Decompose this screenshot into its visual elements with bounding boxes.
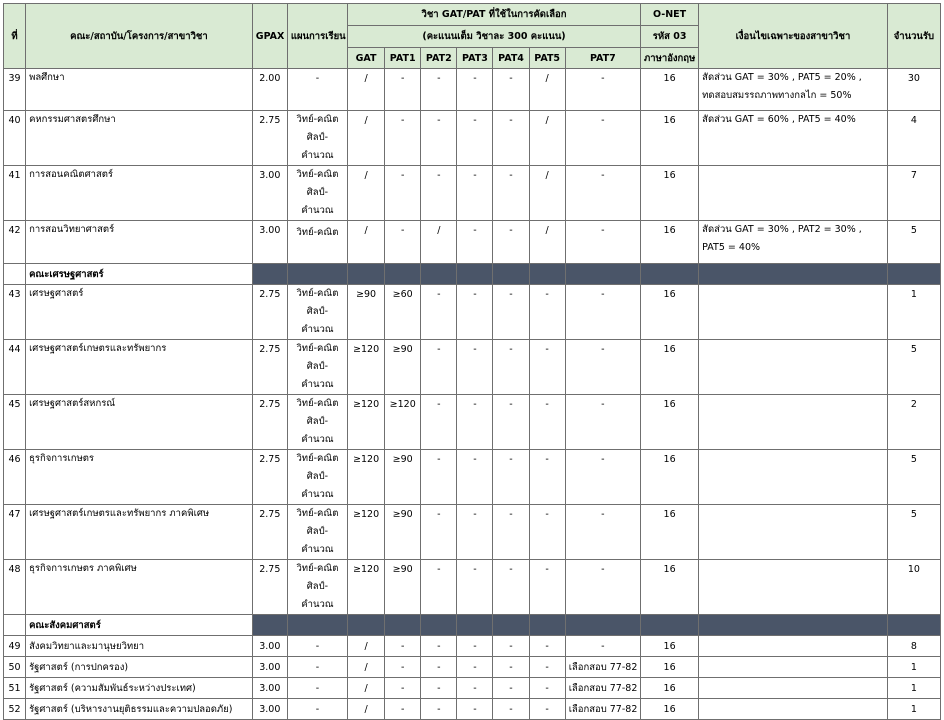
row-pat1: ≥60 xyxy=(385,285,421,340)
row-program-name: การสอนวิทยาศาสตร์ xyxy=(26,221,253,264)
row-no: 49 xyxy=(4,636,26,657)
row-pat3: - xyxy=(457,636,493,657)
row-no: 39 xyxy=(4,69,26,111)
row-pat2: - xyxy=(421,285,457,340)
col-header-pat3: PAT3 xyxy=(457,48,493,69)
row-pat7: - xyxy=(565,111,640,166)
section-fill xyxy=(421,264,457,285)
row-program-name: รัฐศาสตร์ (ความสัมพันธ์ระหว่างประเทศ) xyxy=(26,678,253,699)
row-seats: 1 xyxy=(887,657,940,678)
row-seats: 7 xyxy=(887,166,940,221)
row-gat: ≥120 xyxy=(348,505,385,560)
table-row xyxy=(4,69,941,111)
row-onet: 16 xyxy=(641,221,699,264)
section-row-economics xyxy=(4,264,941,285)
row-onet: 16 xyxy=(641,69,699,111)
row-no: 46 xyxy=(4,450,26,505)
section-fill xyxy=(887,615,940,636)
row-seats: 5 xyxy=(887,221,940,264)
row-pat7: เลือกสอบ 77-82 xyxy=(565,657,640,678)
row-pat4: - xyxy=(493,395,529,450)
row-pat5: - xyxy=(529,505,565,560)
row-pat2: - xyxy=(421,395,457,450)
row-pat4: - xyxy=(493,166,529,221)
row-pat7: - xyxy=(565,221,640,264)
row-pat4: - xyxy=(493,699,529,720)
row-plan-line1: วิทย์-คณิต xyxy=(296,508,339,519)
row-onet: 16 xyxy=(641,340,699,395)
admission-table-container xyxy=(3,3,941,720)
row-pat2: - xyxy=(421,69,457,111)
row-plan-line1: วิทย์-คณิต xyxy=(296,288,339,299)
row-plan-line2: ศิลป์-คำนวณ xyxy=(301,306,334,335)
section-fill xyxy=(457,615,493,636)
row-gat: / xyxy=(348,636,385,657)
row-no: 45 xyxy=(4,395,26,450)
row-plan xyxy=(287,450,347,505)
row-pat1: - xyxy=(385,699,421,720)
section-fill xyxy=(287,615,347,636)
section-fill xyxy=(699,615,888,636)
row-plan-line1: - xyxy=(315,73,320,84)
row-pat1: - xyxy=(385,221,421,264)
row-onet: 16 xyxy=(641,111,699,166)
row-pat3: - xyxy=(457,560,493,615)
table-row xyxy=(4,699,941,720)
col-header-condition: เงื่อนไขเฉพาะของสาขาวิชา xyxy=(699,4,888,69)
row-gpax: 2.75 xyxy=(252,285,287,340)
row-pat4: - xyxy=(493,285,529,340)
row-gpax: 2.75 xyxy=(252,560,287,615)
row-condition xyxy=(699,678,888,699)
row-seats: 5 xyxy=(887,450,940,505)
row-pat3: - xyxy=(457,285,493,340)
row-pat7: เลือกสอบ 77-82 xyxy=(565,699,640,720)
row-pat1: ≥90 xyxy=(385,505,421,560)
section-fill xyxy=(348,615,385,636)
row-condition: สัดส่วน GAT = 30% , PAT5 = 20% , ทดสอบสมรรถภาพทางกลไก = 50% xyxy=(699,69,888,111)
section-fill xyxy=(385,615,421,636)
row-pat4: - xyxy=(493,450,529,505)
section-fill xyxy=(565,264,640,285)
row-pat5: / xyxy=(529,69,565,111)
row-plan-line2: ศิลป์-คำนวณ xyxy=(301,471,334,500)
row-plan-line2: ศิลป์-คำนวณ xyxy=(301,581,334,610)
row-program-name: สังคมวิทยาและมานุษยวิทยา xyxy=(26,636,253,657)
row-condition: สัดส่วน GAT = 30% , PAT2 = 30% , PAT5 = 40% xyxy=(699,221,888,264)
row-pat7: - xyxy=(565,166,640,221)
row-gat: / xyxy=(348,111,385,166)
row-plan xyxy=(287,505,347,560)
row-no: 51 xyxy=(4,678,26,699)
section-fill xyxy=(529,615,565,636)
row-plan xyxy=(287,560,347,615)
section-fill xyxy=(348,264,385,285)
row-onet: 16 xyxy=(641,285,699,340)
row-gat: ≥90 xyxy=(348,285,385,340)
row-onet: 16 xyxy=(641,678,699,699)
row-plan-line2: ศิลป์-คำนวณ xyxy=(301,132,334,161)
row-no: 40 xyxy=(4,111,26,166)
row-pat5: / xyxy=(529,221,565,264)
row-pat5: - xyxy=(529,636,565,657)
col-header-onet-2: รหัส 03 xyxy=(641,26,699,48)
section-fill xyxy=(493,615,529,636)
row-seats: 5 xyxy=(887,340,940,395)
row-pat5: - xyxy=(529,395,565,450)
row-condition xyxy=(699,636,888,657)
row-gpax: 3.00 xyxy=(252,221,287,264)
row-condition xyxy=(699,699,888,720)
row-pat3: - xyxy=(457,340,493,395)
row-pat7: - xyxy=(565,340,640,395)
row-program-name: ธุรกิจการเกษตร ภาคพิเศษ xyxy=(26,560,253,615)
row-program-name: เศรษฐศาสตร์เกษตรและทรัพยากร xyxy=(26,340,253,395)
row-plan xyxy=(287,395,347,450)
row-program-name: ธุรกิจการเกษตร xyxy=(26,450,253,505)
row-plan: - xyxy=(287,678,347,699)
row-plan xyxy=(287,166,347,221)
row-pat2: - xyxy=(421,636,457,657)
row-program-name: เศรษฐศาสตร์เกษตรและทรัพยากร ภาคพิเศษ xyxy=(26,505,253,560)
row-pat4: - xyxy=(493,657,529,678)
row-gpax: 2.75 xyxy=(252,395,287,450)
row-no: 52 xyxy=(4,699,26,720)
row-pat7: - xyxy=(565,69,640,111)
col-header-plan: แผนการเรียน xyxy=(287,4,347,69)
row-onet: 16 xyxy=(641,450,699,505)
row-no: 50 xyxy=(4,657,26,678)
row-onet: 16 xyxy=(641,166,699,221)
row-pat2: - xyxy=(421,111,457,166)
row-pat7: - xyxy=(565,450,640,505)
row-gat: / xyxy=(348,69,385,111)
row-plan: - xyxy=(287,636,347,657)
section-fill xyxy=(641,615,699,636)
section-fill xyxy=(529,264,565,285)
admission-table xyxy=(3,3,941,720)
row-plan-line1: วิทย์-คณิต xyxy=(296,398,339,409)
row-plan-line1: วิทย์-คณิต xyxy=(296,453,339,464)
section-no-cell xyxy=(4,615,26,636)
row-pat7: - xyxy=(565,505,640,560)
row-pat1: - xyxy=(385,111,421,166)
row-pat5: - xyxy=(529,285,565,340)
row-pat7: - xyxy=(565,285,640,340)
section-row-social-sciences xyxy=(4,615,941,636)
row-gpax: 3.00 xyxy=(252,636,287,657)
row-pat3: - xyxy=(457,699,493,720)
row-plan: - xyxy=(287,657,347,678)
row-plan xyxy=(287,111,347,166)
section-fill xyxy=(287,264,347,285)
row-pat1: - xyxy=(385,678,421,699)
row-program-name: เศรษฐศาสตร์สหกรณ์ xyxy=(26,395,253,450)
row-condition xyxy=(699,657,888,678)
row-no: 41 xyxy=(4,166,26,221)
row-gpax: 2.75 xyxy=(252,340,287,395)
row-seats: 1 xyxy=(887,678,940,699)
row-seats: 4 xyxy=(887,111,940,166)
row-condition xyxy=(699,285,888,340)
row-no: 47 xyxy=(4,505,26,560)
row-gat: / xyxy=(348,678,385,699)
row-onet: 16 xyxy=(641,699,699,720)
section-fill xyxy=(699,264,888,285)
col-header-gpax: GPAX xyxy=(252,4,287,69)
row-pat3: - xyxy=(457,657,493,678)
row-program-name: คหกรรมศาสตรศึกษา xyxy=(26,111,253,166)
row-gpax: 3.00 xyxy=(252,699,287,720)
col-header-pat7: PAT7 xyxy=(565,48,640,69)
row-pat1: - xyxy=(385,69,421,111)
row-pat4: - xyxy=(493,505,529,560)
row-pat7: - xyxy=(565,636,640,657)
row-pat2: - xyxy=(421,699,457,720)
row-gpax: 3.00 xyxy=(252,657,287,678)
row-condition xyxy=(699,395,888,450)
row-onet: 16 xyxy=(641,636,699,657)
row-pat4: - xyxy=(493,636,529,657)
row-pat2: - xyxy=(421,657,457,678)
row-program-name: เศรษฐศาสตร์ xyxy=(26,285,253,340)
row-seats: 5 xyxy=(887,505,940,560)
row-condition: สัดส่วน GAT = 60% , PAT5 = 40% xyxy=(699,111,888,166)
section-fill xyxy=(385,264,421,285)
col-header-onet-3: ภาษาอังกฤษ xyxy=(641,48,699,69)
col-header-seats: จำนวนรับ xyxy=(887,4,940,69)
table-row xyxy=(4,657,941,678)
row-program-name: รัฐศาสตร์ (การปกครอง) xyxy=(26,657,253,678)
row-plan xyxy=(287,340,347,395)
row-pat5: / xyxy=(529,166,565,221)
row-pat2: - xyxy=(421,678,457,699)
row-gat: / xyxy=(348,699,385,720)
row-gat: ≥120 xyxy=(348,450,385,505)
row-pat3: - xyxy=(457,111,493,166)
section-fill xyxy=(252,264,287,285)
row-pat3: - xyxy=(457,166,493,221)
section-fill xyxy=(641,264,699,285)
row-gat: / xyxy=(348,166,385,221)
col-header-gatpat-sub: (คะแนนเต็ม วิชาละ 300 คะแนน) xyxy=(348,26,641,48)
row-plan-line2: ศิลป์-คำนวณ xyxy=(301,416,334,445)
row-no: 43 xyxy=(4,285,26,340)
row-pat1: - xyxy=(385,636,421,657)
row-gat: ≥120 xyxy=(348,560,385,615)
table-row xyxy=(4,285,941,340)
row-pat4: - xyxy=(493,678,529,699)
row-condition xyxy=(699,166,888,221)
row-plan: - xyxy=(287,699,347,720)
row-condition xyxy=(699,560,888,615)
row-plan xyxy=(287,285,347,340)
col-header-pat2: PAT2 xyxy=(421,48,457,69)
section-fill xyxy=(252,615,287,636)
col-header-no: ที่ xyxy=(4,4,26,69)
row-gpax: 3.00 xyxy=(252,678,287,699)
row-gpax: 2.00 xyxy=(252,69,287,111)
table-row xyxy=(4,560,941,615)
row-plan-line2: ศิลป์-คำนวณ xyxy=(301,526,334,555)
row-pat5: - xyxy=(529,340,565,395)
row-pat7: - xyxy=(565,560,640,615)
table-row xyxy=(4,340,941,395)
row-pat1: - xyxy=(385,657,421,678)
row-plan xyxy=(287,69,347,111)
table-row xyxy=(4,221,941,264)
row-plan-line1: วิทย์-คณิต xyxy=(296,563,339,574)
section-title-social-sciences: คณะสังคมศาสตร์ xyxy=(26,615,253,636)
table-row xyxy=(4,450,941,505)
table-row xyxy=(4,166,941,221)
col-header-gat: GAT xyxy=(348,48,385,69)
row-gpax: 2.75 xyxy=(252,111,287,166)
row-onet: 16 xyxy=(641,560,699,615)
row-pat1: ≥90 xyxy=(385,560,421,615)
table-row xyxy=(4,678,941,699)
row-pat2: - xyxy=(421,340,457,395)
row-pat2: - xyxy=(421,505,457,560)
row-gpax: 3.00 xyxy=(252,166,287,221)
row-plan xyxy=(287,221,347,264)
row-pat3: - xyxy=(457,450,493,505)
row-pat7: เลือกสอบ 77-82 xyxy=(565,678,640,699)
row-program-name: รัฐศาสตร์ (บริหารงานยุติธรรมและความปลอดภัย) xyxy=(26,699,253,720)
row-onet: 16 xyxy=(641,505,699,560)
row-plan-line2: ศิลป์-คำนวณ xyxy=(301,187,334,216)
table-row xyxy=(4,395,941,450)
table-row xyxy=(4,111,941,166)
row-plan-line2: ศิลป์-คำนวณ xyxy=(301,361,334,390)
row-pat2: - xyxy=(421,450,457,505)
row-pat4: - xyxy=(493,340,529,395)
col-header-onet-1: O-NET xyxy=(641,4,699,26)
section-fill xyxy=(493,264,529,285)
row-pat3: - xyxy=(457,678,493,699)
row-pat4: - xyxy=(493,560,529,615)
row-seats: 10 xyxy=(887,560,940,615)
row-pat5: / xyxy=(529,111,565,166)
row-pat5: - xyxy=(529,450,565,505)
row-gat: ≥120 xyxy=(348,340,385,395)
col-header-pat1: PAT1 xyxy=(385,48,421,69)
row-pat5: - xyxy=(529,678,565,699)
row-pat3: - xyxy=(457,69,493,111)
row-condition xyxy=(699,505,888,560)
col-header-pat5: PAT5 xyxy=(529,48,565,69)
row-seats: 30 xyxy=(887,69,940,111)
row-pat5: - xyxy=(529,657,565,678)
row-onet: 16 xyxy=(641,657,699,678)
section-fill xyxy=(565,615,640,636)
table-row xyxy=(4,505,941,560)
row-pat4: - xyxy=(493,221,529,264)
section-fill xyxy=(887,264,940,285)
row-condition xyxy=(699,340,888,395)
row-plan-line1: วิทย์-คณิต xyxy=(296,227,339,238)
row-pat2: / xyxy=(421,221,457,264)
row-no: 42 xyxy=(4,221,26,264)
row-gat: ≥120 xyxy=(348,395,385,450)
section-title-economics: คณะเศรษฐศาสตร์ xyxy=(26,264,253,285)
col-header-pat4: PAT4 xyxy=(493,48,529,69)
row-pat1: ≥120 xyxy=(385,395,421,450)
row-pat5: - xyxy=(529,560,565,615)
row-no: 48 xyxy=(4,560,26,615)
row-pat1: ≥90 xyxy=(385,340,421,395)
row-pat5: - xyxy=(529,699,565,720)
row-gat: / xyxy=(348,657,385,678)
row-condition xyxy=(699,450,888,505)
row-plan-line1: วิทย์-คณิต xyxy=(296,169,339,180)
row-pat7: - xyxy=(565,395,640,450)
row-plan-line1: วิทย์-คณิต xyxy=(296,343,339,354)
row-seats: 8 xyxy=(887,636,940,657)
row-pat2: - xyxy=(421,166,457,221)
row-pat1: ≥90 xyxy=(385,450,421,505)
section-fill xyxy=(421,615,457,636)
row-plan-line1: วิทย์-คณิต xyxy=(296,114,339,125)
col-header-gatpat-title: วิชา GAT/PAT ที่ใช้ในการคัดเลือก xyxy=(348,4,641,26)
row-gpax: 2.75 xyxy=(252,505,287,560)
row-pat1: - xyxy=(385,166,421,221)
row-no: 44 xyxy=(4,340,26,395)
section-no-cell xyxy=(4,264,26,285)
row-gat: / xyxy=(348,221,385,264)
row-pat4: - xyxy=(493,69,529,111)
row-pat4: - xyxy=(493,111,529,166)
row-seats: 1 xyxy=(887,699,940,720)
section-fill xyxy=(457,264,493,285)
col-header-faculty: คณะ/สถาบัน/โครงการ/สาขาวิชา xyxy=(26,4,253,69)
table-row xyxy=(4,636,941,657)
row-program-name: การสอนคณิตศาสตร์ xyxy=(26,166,253,221)
row-onet: 16 xyxy=(641,395,699,450)
row-pat3: - xyxy=(457,505,493,560)
row-program-name: พลศึกษา xyxy=(26,69,253,111)
row-gpax: 2.75 xyxy=(252,450,287,505)
row-pat3: - xyxy=(457,221,493,264)
row-seats: 1 xyxy=(887,285,940,340)
row-pat2: - xyxy=(421,560,457,615)
row-pat3: - xyxy=(457,395,493,450)
row-seats: 2 xyxy=(887,395,940,450)
